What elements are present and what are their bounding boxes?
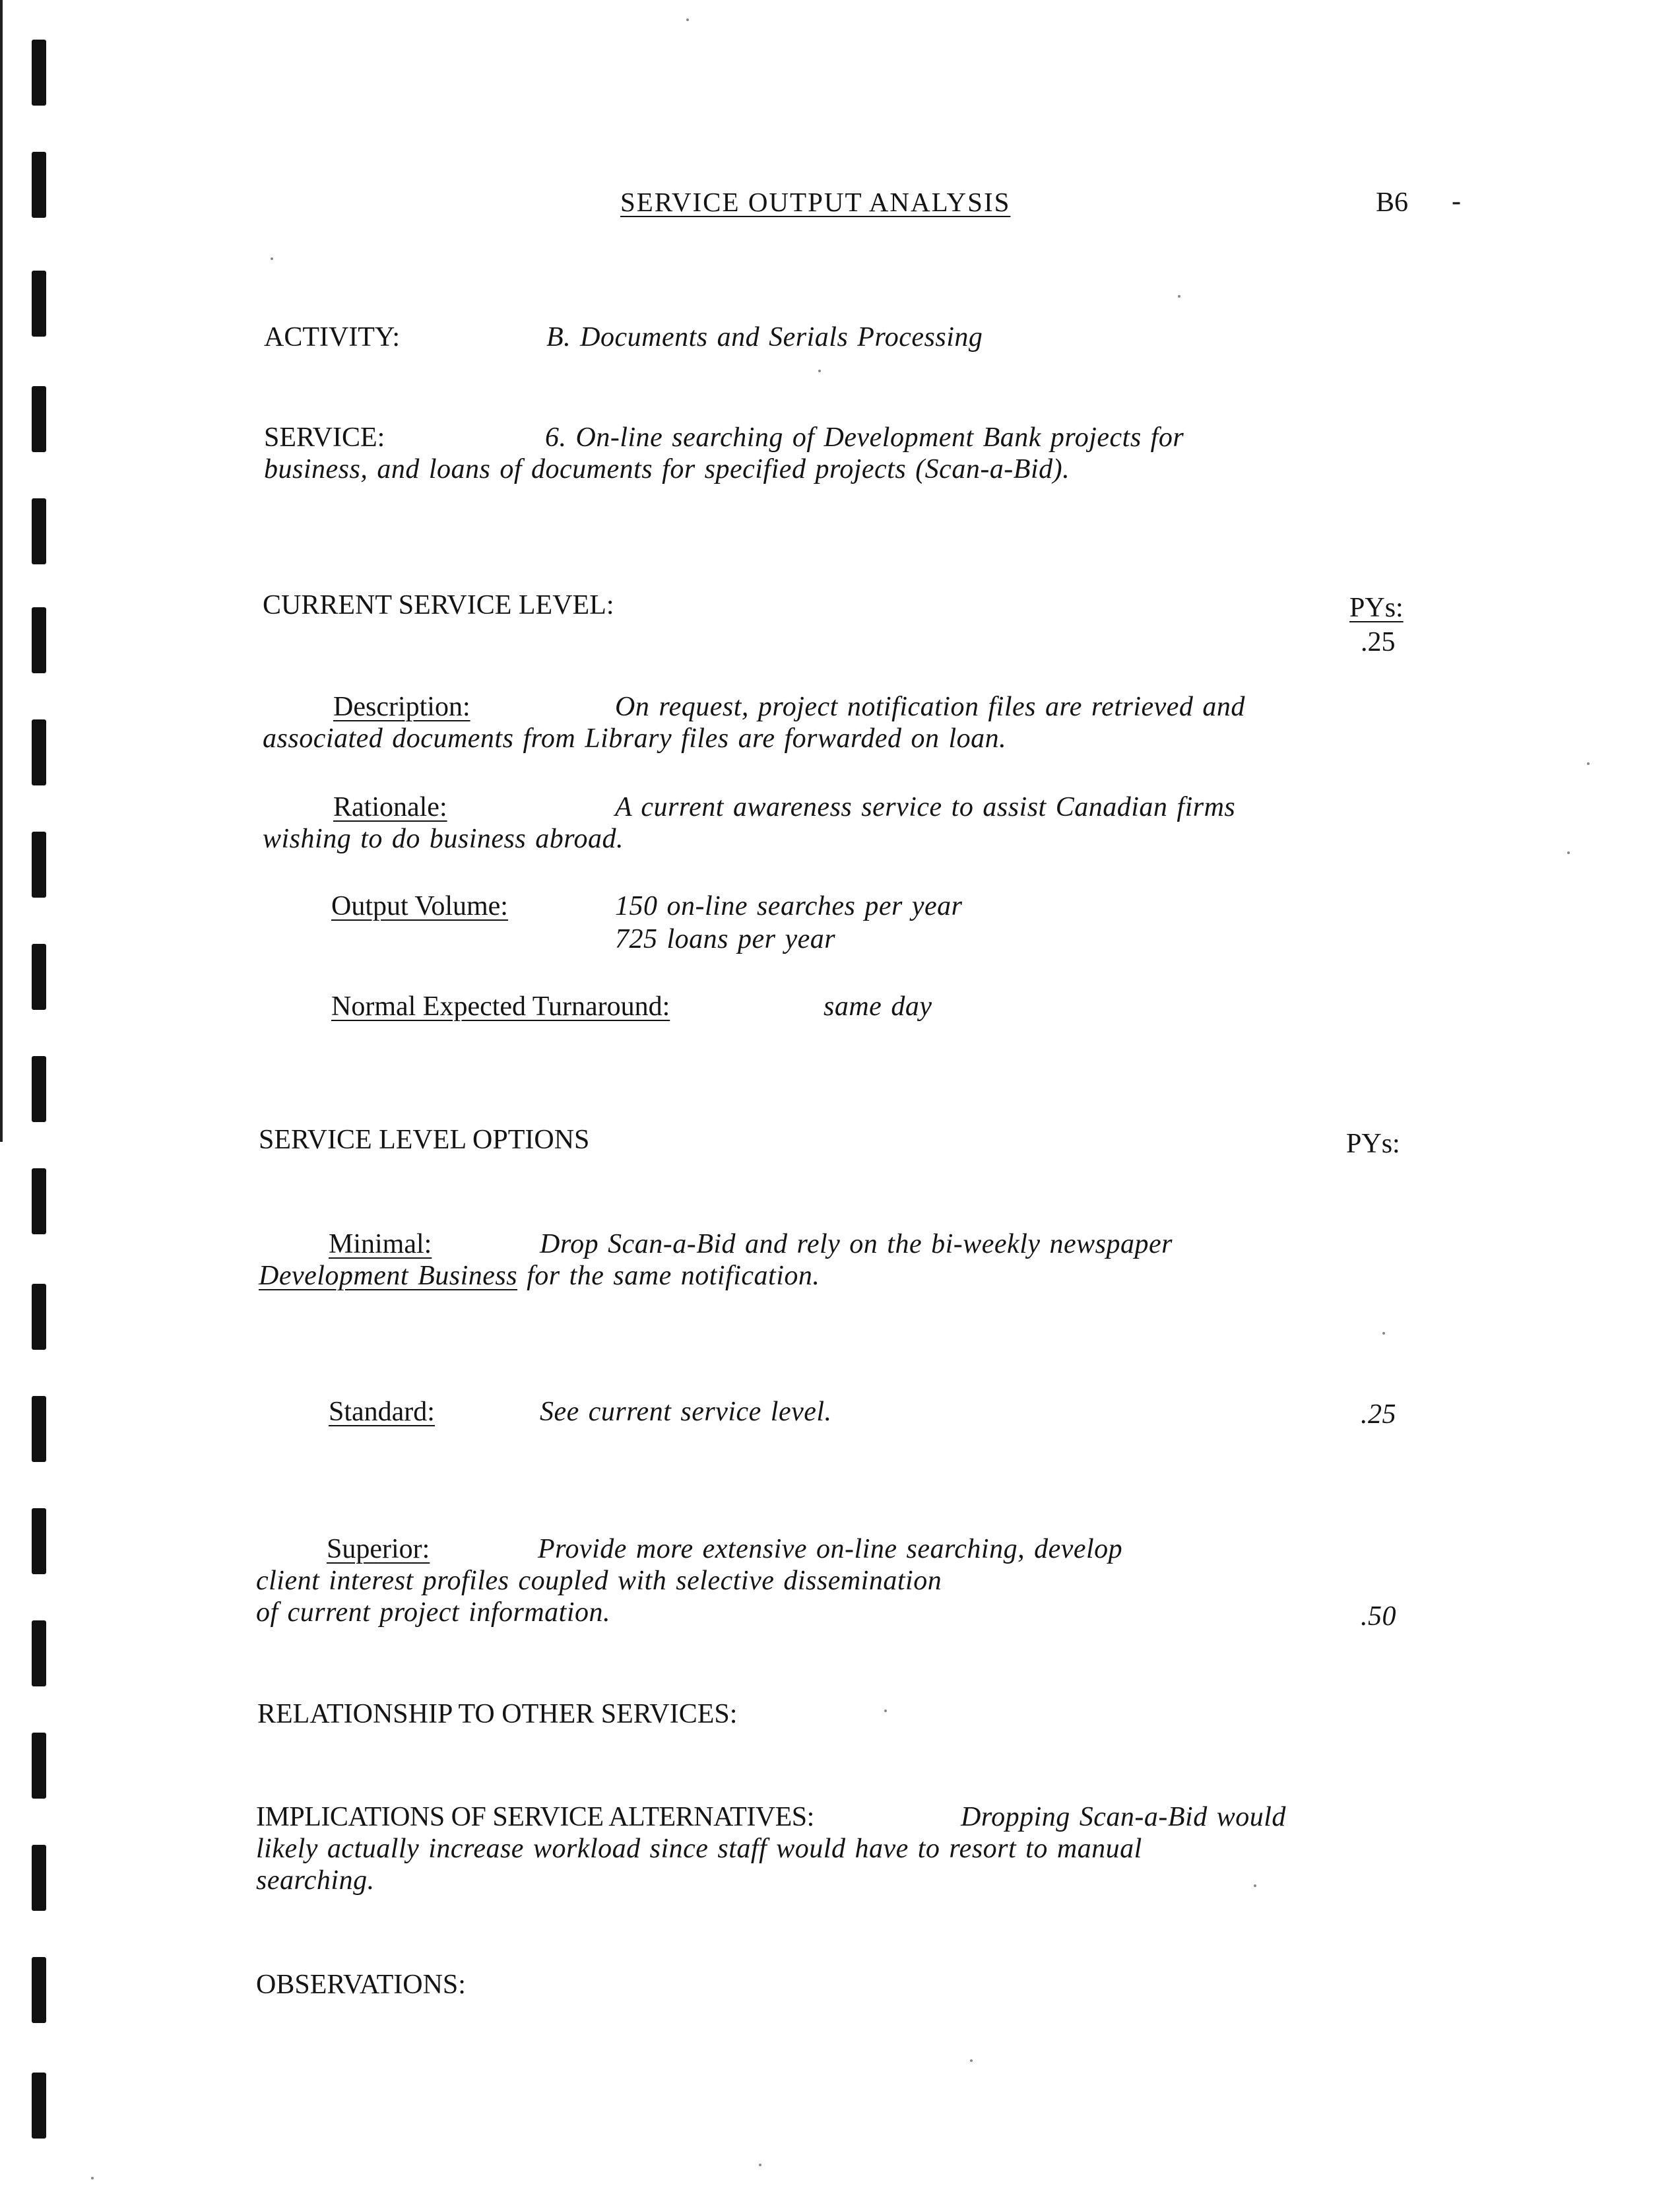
binding-mark [32,271,46,337]
binding-mark [32,1845,46,1911]
pys-value-current: .25 [1361,627,1396,657]
publication-title: Development Business [259,1261,518,1291]
binding-mark [32,719,46,785]
superior-label: Superior: [327,1534,430,1564]
speck [759,2164,761,2166]
binding-marks [0,0,79,2192]
minimal-line-2 [259,1262,820,1290]
binding-mark [32,152,46,218]
speck [271,257,273,260]
service-line-1: 6. On-line searching of Development Bank projects for [545,422,1184,453]
speck [818,370,821,372]
service-line-2: business, and loans of documents for specified projects (Scan-a-Bid). [264,454,1070,484]
pys-label-current: PYs: [1349,593,1404,623]
binding-mark [32,832,46,898]
page-code: B6 [1376,187,1409,218]
binding-mark [32,498,46,564]
binding-mark [32,1168,46,1234]
standard-label: Standard: [329,1397,435,1427]
output-volume-label: Output Volume: [331,891,508,921]
binding-mark [32,1508,46,1574]
speck [1382,1332,1385,1335]
binding-mark [32,1056,46,1122]
speck [1567,851,1570,854]
header-dash: - [1452,186,1461,216]
description-line-2: associated documents from Library files are forwarded on loan. [263,723,1007,754]
current-service-level-heading: CURRENT SERVICE LEVEL: [263,590,614,620]
service-label: SERVICE: [264,422,385,453]
description-label: Description: [333,692,470,722]
speck [1254,1884,1256,1887]
page-title: SERVICE OUTPUT ANALYSIS [620,187,1011,217]
speck [91,2177,94,2179]
minimal-line-2-rest: for the same notification. [517,1261,820,1291]
binding-mark [32,2073,46,2139]
service-level-options-heading: SERVICE LEVEL OPTIONS [259,1125,590,1155]
rationale-label: Rationale: [333,792,447,822]
pys-label-options: PYs: [1346,1129,1400,1159]
pys-value-standard: .25 [1361,1399,1396,1430]
binding-mark [32,607,46,673]
binding-mark [32,944,46,1010]
minimal-line-1: Drop Scan-a-Bid and rely on the bi-weekly newspaper [540,1229,1173,1259]
activity-value: B. Documents and Serials Processing [546,322,983,352]
output-volume-line-2: 725 loans per year [615,924,836,954]
rationale-line-1: A current awareness service to assist Canadian firms [615,792,1236,822]
speck [1178,295,1180,298]
pys-value-superior: .50 [1361,1601,1396,1632]
superior-line-3: of current project information. [256,1597,611,1628]
turnaround-label: Normal Expected Turnaround: [331,991,670,1022]
binding-mark [32,1284,46,1350]
turnaround-value: same day [824,991,932,1022]
description-line-1: On request, project notification files are retrieved and [615,692,1245,722]
binding-mark [32,40,46,106]
binding-mark [32,1957,46,2023]
speck [884,1710,887,1712]
binding-mark [32,386,46,452]
binding-mark [32,1733,46,1799]
output-volume-line-1: 150 on-line searches per year [615,891,963,921]
binding-mark [32,1620,46,1686]
speck [1587,762,1590,765]
observations-heading: OBSERVATIONS: [256,1970,466,2000]
implications-heading: IMPLICATIONS OF SERVICE ALTERNATIVES: [256,1802,814,1832]
implications-line-2: likely actually increase workload since staff would have to resort to manual [256,1834,1142,1864]
superior-line-1: Provide more extensive on-line searching, develop [538,1534,1123,1564]
speck [686,18,689,21]
binding-mark [32,1396,46,1462]
rationale-line-2: wishing to do business abroad. [263,824,624,854]
activity-label: ACTIVITY: [264,322,401,352]
standard-text: See current service level. [540,1397,832,1427]
speck [970,2059,973,2062]
implications-line-3: searching. [256,1865,375,1896]
superior-line-2: client interest profiles coupled with selective dissemination [256,1566,942,1596]
minimal-label: Minimal: [329,1229,432,1259]
relationship-heading: RELATIONSHIP TO OTHER SERVICES: [257,1699,738,1729]
implications-line-1: Dropping Scan-a-Bid would [961,1802,1286,1832]
